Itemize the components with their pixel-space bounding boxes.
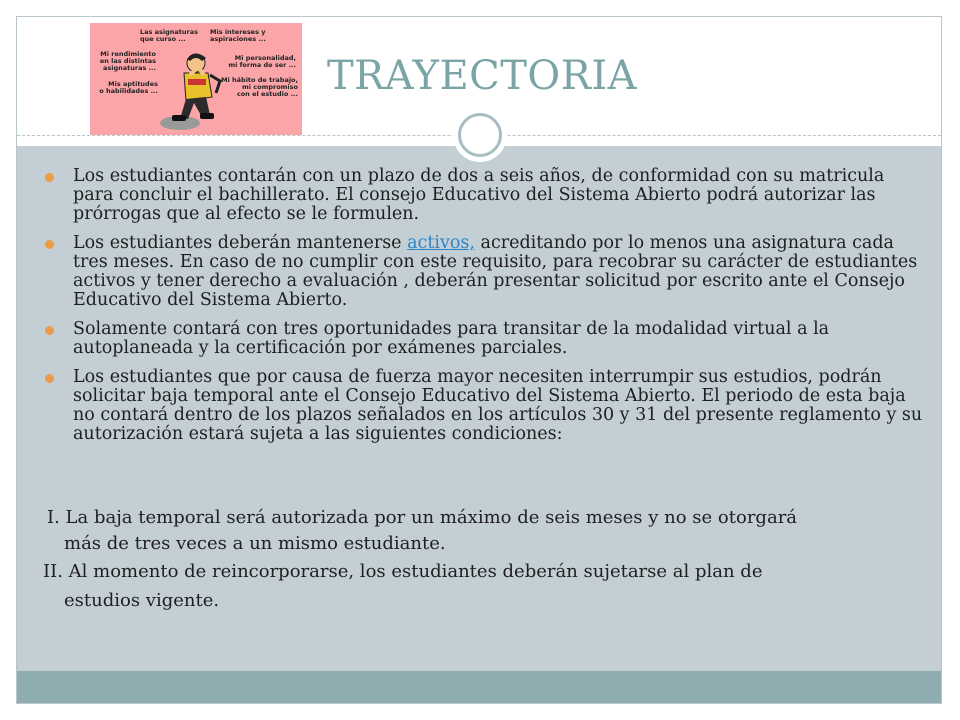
bullet-dot-icon — [45, 173, 54, 182]
bullet-text: Solamente contará con tres oportunidades para transitar de la modalidad virtual a la autoplaneada y la certificación por exámenes parciales. — [73, 319, 830, 358]
bullet-dot-icon — [45, 326, 54, 335]
clipart-label-subjects: Las asignaturas que curso ... — [140, 28, 199, 43]
condition-i-line-1: I. La baja temporal será autorizada por un máximo de seis meses y no se otorgará — [47, 507, 798, 528]
student-thinking-clipart — [90, 23, 302, 135]
bullet-dot-icon — [45, 240, 54, 249]
bullet-dot-icon — [45, 374, 54, 383]
bullet-item-temporary-leave — [43, 368, 923, 444]
bullet-item-active-status — [43, 234, 923, 310]
footer-bar — [17, 671, 941, 703]
bullet-item-opportunities — [43, 320, 923, 358]
circle-ornament-icon — [453, 108, 507, 162]
thinking-student-figure — [150, 45, 230, 130]
slide — [16, 16, 942, 704]
clipart-label-work-habits: Mi hábito de trabajo, mi compromiso con el estudio ... — [221, 76, 298, 98]
bullet-text-before: Los estudiantes deberán mantenerse — [73, 233, 408, 253]
clipart-label-aptitudes: Mis aptitudes o habilidades ... — [99, 80, 158, 95]
activos-link[interactable]: activos, — [407, 233, 475, 253]
slide-content — [17, 146, 941, 671]
bullet-item-duration — [43, 167, 923, 224]
bullet-text-after: acreditando por lo menos una asignatura cada tres meses. En caso de no cumplir con este requisito, para recobrar su carácter de estudiantes activos y tener derecho a evaluación , deberán presentar solicitud por escrito ante el Consejo Educativo del Sistema Abierto. — [73, 233, 918, 310]
bullet-text: Los estudiantes contarán con un plazo de dos a seis años, de conformidad con su matricula para concluir el bachillerato. El consejo Educativo del Sistema Abierto podrá autorizar las prórrogas que al efecto se le formulen. — [73, 166, 885, 224]
condition-ii-line-2: estudios vigente. — [64, 590, 220, 611]
slide-title: TRAYECTORIA — [326, 53, 638, 99]
condition-i-line-2: más de tres veces a un mismo estudiante. — [64, 533, 446, 554]
circle-ring — [458, 113, 502, 157]
clipart-label-performance: Mi rendimiento en las distintas asignaturas ... — [99, 50, 156, 72]
clipart-label-personality: Mi personalidad, mi forma de ser ... — [228, 54, 296, 69]
bullet-text: Los estudiantes que por causa de fuerza mayor necesiten interrumpir sus estudios, podrán solicitar baja temporal ante el Consejo Educativo del Sistema Abierto. El periodo de esta baja no contará dentro de los plazos señalados en los artículos 30 y 31 del presente reglamento y su autorización estará sujeta a las siguientes condiciones: — [73, 367, 923, 444]
condition-ii-line-1: II. Al momento de reincorporarse, los estudiantes deberán sujetarse al plan de — [43, 561, 763, 582]
clipart-label-interests: Mis intereses y aspiraciones ... — [210, 28, 266, 43]
bullet-list — [43, 167, 923, 454]
